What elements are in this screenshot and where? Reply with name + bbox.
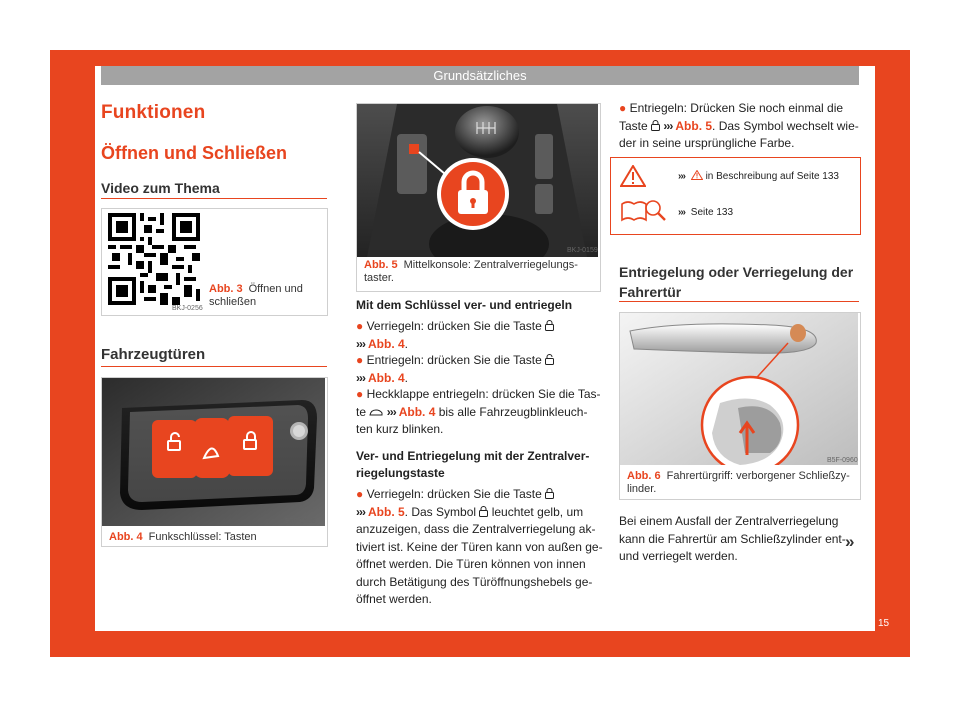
bullet-text: te [356, 404, 367, 419]
bullet-text: öffnet werden. [356, 592, 432, 606]
bullet-text: anzuzeigen, dass die Zentralverriegelung ak- [356, 522, 596, 536]
page-number: 15 [878, 618, 890, 629]
center-console-image [357, 104, 598, 257]
lock-closed-icon [545, 320, 554, 331]
lock-closed-icon [545, 488, 554, 499]
manual-note-icon [620, 196, 666, 231]
figure-caption-text: Mittelkonsole: Zentralverriegelungs- [403, 259, 578, 271]
bullet-central-lock [356, 486, 606, 609]
paragraph-line: und verriegelt werden. [619, 549, 738, 563]
note-link[interactable] [678, 207, 733, 218]
figure-3-caption [209, 283, 321, 309]
bullet-text: Verriegeln: drücken Sie die Taste [366, 487, 542, 501]
doors-heading: Fahrzeugtüren [101, 346, 206, 363]
bullet-icon: ● [619, 101, 627, 115]
bullet-text: öffnet werden. Die Türen können von innen [356, 557, 586, 571]
bullet-text: . Das Symbol wechselt wie- [712, 118, 859, 133]
figure-ref-link[interactable]: Abb. 4 [368, 336, 405, 351]
heading-rule [101, 366, 327, 367]
figure-code: BKJ-0159 [567, 247, 598, 254]
bullet-icon: ● [356, 353, 364, 367]
section-header: Grundsätzliches [101, 66, 859, 85]
bullet-text: . Das Symbol [404, 504, 477, 519]
figure-label: Abb. 3 [209, 283, 243, 295]
heading-rule [619, 301, 859, 302]
reference-arrows: ››› [356, 336, 365, 351]
heading-rule [101, 198, 327, 199]
figure-code: B5F-0956 [285, 518, 316, 525]
bullet-unlock-again [619, 100, 869, 153]
figure-caption-text: taster. [364, 272, 394, 284]
bullet-text: ten kurz blinken. [356, 422, 444, 436]
figure-caption-text: linder. [627, 483, 657, 495]
bullet-text: tiviert ist. Keine der Türen kann von außen ge- [356, 539, 603, 554]
paragraph-line: kann die Fahrertür am Schließzylinder ent- [619, 531, 846, 546]
figure-ref-link[interactable]: Abb. 4 [398, 404, 436, 419]
paragraph [619, 513, 859, 566]
figure-caption-text: Fahrertürgriff: verborgener Schließzy- [666, 470, 850, 482]
bullet-tailgate [356, 386, 606, 439]
heading-line: riegelungstaste [356, 466, 445, 480]
central-locking-heading [356, 448, 589, 482]
heading-line: Entriegelung oder Verriegelung der [619, 264, 854, 280]
car-tailgate-icon [369, 408, 383, 417]
figure-6-caption [627, 470, 857, 496]
figure-code: B5F-0960 [827, 457, 858, 464]
figure-caption-text: Funkschlüssel: Tasten [148, 531, 257, 543]
heading-line: Ver- und Entriegelung mit der Zentralver- [356, 449, 590, 463]
bullet-text: der in seine ursprüngliche Farbe. [619, 136, 795, 150]
bullet-text: durch Betätigung des Türöffnungshebels ge- [356, 574, 593, 589]
figure-ref-link[interactable]: Abb. 5 [368, 504, 405, 519]
page-title: Funktionen [101, 102, 206, 123]
bullet-text: Entriegeln: Drücken Sie noch einmal die [629, 101, 844, 115]
note-link-text: Seite 133 [690, 207, 734, 218]
figure-label: Abb. 5 [364, 259, 398, 271]
reference-arrows: ››› [356, 370, 365, 385]
video-heading: Video zum Thema [101, 180, 220, 196]
figure-5-caption [364, 259, 594, 285]
reference-arrows: ››› [678, 171, 685, 182]
bullet-text: bis alle Fahrzeugblinkleuch- [438, 404, 588, 419]
lock-closed-icon [479, 506, 488, 517]
bullet-icon: ● [356, 487, 364, 501]
figure-code: BKJ-0256 [172, 305, 203, 312]
section-title: Öffnen und Schließen [101, 143, 288, 163]
figure-ref-link[interactable]: Abb. 4 [368, 370, 405, 385]
heading-line: Fahrertür [619, 284, 682, 300]
figure-4-caption [109, 531, 257, 544]
bullet-unlock: ● Entriegeln: drücken Sie die Taste ››› Abb. 4. [356, 352, 606, 387]
bullet-text: Verriegeln: drücken Sie die Taste [366, 319, 542, 333]
lock-closed-icon [651, 120, 660, 131]
key-fob-image [102, 378, 325, 526]
key-heading: Mit dem Schlüssel ver- und entriegeln [356, 298, 573, 312]
warning-triangle-icon [620, 165, 646, 192]
continued-marker: » [845, 532, 855, 551]
bullet-text: Entriegeln: drücken Sie die Taste [366, 353, 542, 367]
warning-small-icon [691, 170, 703, 180]
reference-arrows: ››› [386, 404, 396, 419]
paragraph-line: Bei einem Ausfall der Zentralverriegelung [619, 514, 839, 528]
bullet-lock: ● Verriegeln: drücken Sie die Taste ››› Abb. 4. [356, 318, 606, 353]
reference-arrows: ››› [678, 207, 685, 218]
door-handle-image [620, 313, 858, 465]
bullet-icon: ● [356, 319, 364, 333]
reference-arrows: ››› [356, 504, 365, 519]
bullet-text: Taste [619, 118, 648, 133]
figure-caption-text: Öffnen und schließen [209, 283, 303, 308]
bullet-text: Heckklappe entriegeln: drücken Sie die Tas- [366, 387, 601, 401]
bullet-icon: ● [356, 387, 364, 401]
warning-link-text: in Beschreibung auf Seite 133 [705, 171, 839, 182]
bullet-text: leuchtet gelb, um [491, 504, 584, 519]
qr-code [108, 213, 200, 305]
figure-label: Abb. 4 [109, 531, 143, 543]
figure-label: Abb. 6 [627, 470, 661, 482]
lock-open-icon [545, 354, 554, 365]
reference-arrows: ››› [663, 118, 673, 133]
figure-ref-link[interactable]: Abb. 5 [675, 118, 713, 133]
driver-door-heading [619, 262, 853, 302]
warning-link[interactable] [678, 170, 839, 182]
